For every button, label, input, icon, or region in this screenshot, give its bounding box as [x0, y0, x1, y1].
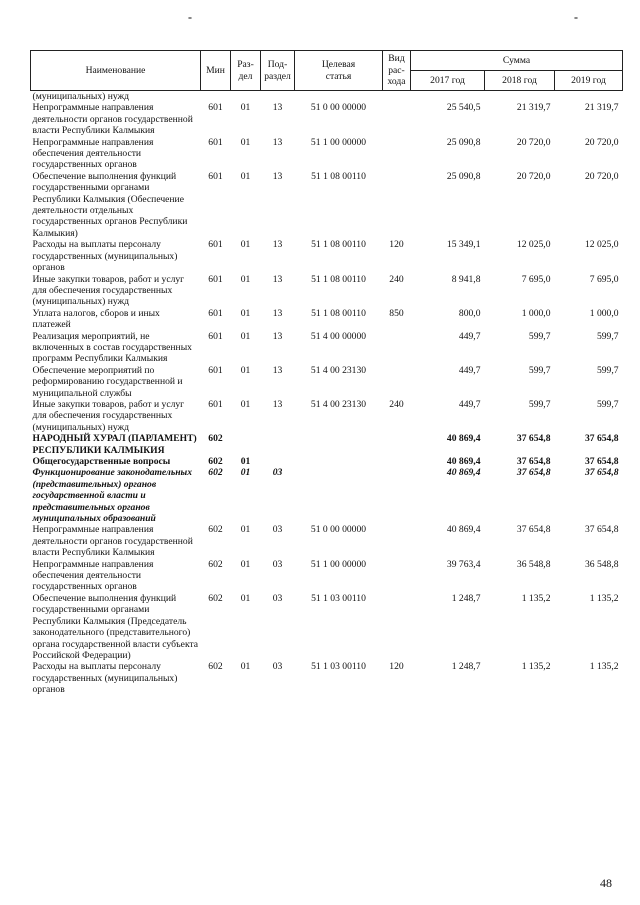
row-sum-2018 — [485, 91, 555, 103]
row-podrazdel — [261, 433, 295, 456]
row-celevaya: 51 1 03 00110 — [311, 661, 366, 673]
row-celevaya: 51 0 00 00000 — [310, 102, 367, 114]
table-row — [31, 331, 623, 365]
row-vid — [383, 524, 411, 558]
row-sum-2019: 36 548,8 — [584, 558, 619, 570]
table-row — [31, 171, 623, 239]
row-podrazdel: 03 — [272, 558, 283, 570]
row-celevaya: 51 4 00 00000 — [310, 330, 367, 342]
row-sum-2017: 40 869,4 — [446, 456, 481, 467]
row-sum-2017: 25 090,8 — [446, 136, 481, 148]
table-header — [31, 51, 623, 91]
row-razdel: 01 — [240, 592, 251, 604]
row-celevaya: 51 1 00 00000 — [310, 558, 367, 570]
row-podrazdel: 13 — [272, 364, 283, 376]
row-min: 602 — [208, 433, 223, 445]
table-row — [31, 456, 623, 467]
row-sum-2017: 25 540,5 — [446, 102, 481, 114]
row-sum-2019: 20 720,0 — [584, 136, 619, 148]
row-min: 602 — [208, 456, 223, 467]
table-row — [31, 91, 623, 103]
row-sum-2019: 1 135,2 — [589, 661, 619, 673]
row-podrazdel: 13 — [272, 170, 283, 182]
row-min: 602 — [208, 558, 223, 570]
row-min: 601 — [208, 136, 223, 148]
row-vid — [383, 559, 411, 593]
row-vid: 120 — [389, 239, 404, 251]
row-vid — [383, 467, 411, 524]
row-celevaya: 51 1 08 00110 — [311, 170, 366, 182]
col-2019: 2019 год — [555, 71, 623, 91]
row-celevaya — [295, 91, 383, 103]
row-celevaya: 51 1 08 00110 — [311, 307, 366, 319]
row-sum-2017: 1 248,7 — [451, 661, 481, 673]
row-vid — [383, 137, 411, 171]
table-row — [31, 559, 623, 593]
table-row — [31, 467, 623, 524]
row-min: 601 — [208, 170, 223, 182]
table-row — [31, 524, 623, 558]
row-sum-2018: 37 654,8 — [516, 456, 551, 467]
row-sum-2019: 599,7 — [596, 398, 619, 410]
row-razdel: 01 — [240, 467, 251, 479]
budget-table — [30, 50, 623, 696]
row-name: Непрограммные направления обеспечения деятельности государственных органов — [32, 136, 154, 171]
row-podrazdel — [261, 456, 295, 467]
row-sum-2017: 25 090,8 — [446, 170, 481, 182]
table-row — [31, 593, 623, 661]
row-razdel: 01 — [240, 558, 251, 570]
row-sum-2017: 449,7 — [458, 364, 481, 376]
row-celevaya — [295, 467, 383, 524]
row-podrazdel: 13 — [272, 102, 283, 114]
row-name: Расходы на выплаты персоналу государственных (муниципальных) органов — [32, 661, 178, 696]
row-celevaya: 51 1 00 00000 — [310, 136, 367, 148]
row-sum-2019: 599,7 — [596, 330, 619, 342]
table-row — [31, 102, 623, 136]
top-mark-right: - — [574, 10, 578, 24]
table-row — [31, 239, 623, 273]
row-razdel: 01 — [240, 239, 251, 251]
row-podrazdel: 03 — [272, 592, 283, 604]
row-name: Обеспечение выполнения функций государственными органами Республики Калмыкия (Обеспечение деятельности отдельных государственных органов Республики Калмыкия) — [32, 170, 188, 239]
row-sum-2017: 40 869,4 — [446, 467, 481, 479]
row-sum-2017: 800,0 — [458, 307, 481, 319]
row-name: Расходы на выплаты персоналу государственных (муниципальных) органов — [32, 239, 178, 274]
row-sum-2019: 21 319,7 — [584, 102, 619, 114]
row-sum-2017: 449,7 — [458, 398, 481, 410]
table-row — [31, 661, 623, 695]
row-podrazdel: 13 — [272, 307, 283, 319]
row-name: Обеспечение мероприятий по реформированию государственной и муниципальной службы — [32, 364, 183, 399]
col-vid: Вид рас- хода — [383, 51, 411, 91]
row-vid — [383, 456, 411, 467]
row-sum-2017: 15 349,1 — [446, 239, 481, 251]
row-razdel: 01 — [240, 102, 251, 114]
col-razdel: Раз- дел — [231, 51, 261, 91]
col-name: Наименование — [31, 51, 201, 91]
row-sum-2018: 36 548,8 — [516, 558, 551, 570]
row-razdel: 01 — [240, 136, 251, 148]
row-name: Непрограммные направления обеспечения деятельности государственных органов — [32, 558, 154, 593]
row-razdel: 01 — [240, 364, 251, 376]
row-sum-2019: 599,7 — [596, 364, 619, 376]
row-razdel: 01 — [240, 398, 251, 410]
row-sum-2017: 1 248,7 — [451, 592, 481, 604]
row-vid — [383, 91, 411, 103]
row-name: (муниципальных) нужд — [32, 91, 130, 102]
row-vid: 850 — [389, 307, 404, 319]
row-sum-2019: 37 654,8 — [584, 456, 619, 467]
row-sum-2018: 37 654,8 — [516, 524, 551, 536]
row-name: НАРОДНЫЙ ХУРАЛ (ПАРЛАМЕНТ) РЕСПУБЛИКИ КАЛМЫКИЯ — [32, 433, 197, 456]
row-podrazdel: 03 — [272, 524, 283, 536]
row-name: Обеспечение выполнения функций государственными органами Республики Калмыкия (Председатель законодательного (представительного) органа государственной власти субъекта Российской Федерации) — [32, 592, 199, 661]
row-sum-2018: 7 695,0 — [521, 273, 551, 285]
row-podrazdel — [261, 91, 295, 103]
row-razdel: 01 — [240, 330, 251, 342]
row-min — [201, 91, 231, 103]
row-celevaya: 51 1 03 00110 — [311, 592, 366, 604]
row-razdel: 01 — [240, 661, 251, 673]
row-min: 601 — [208, 330, 223, 342]
table-row — [31, 365, 623, 399]
row-vid — [383, 171, 411, 239]
row-sum-2018: 1 000,0 — [521, 307, 551, 319]
col-celevaya: Целевая статья — [295, 51, 383, 91]
row-vid — [383, 331, 411, 365]
row-sum-2017: 40 869,4 — [446, 524, 481, 536]
row-podrazdel: 13 — [272, 136, 283, 148]
row-sum-2018: 37 654,8 — [516, 433, 551, 445]
col-summa: Сумма — [411, 51, 623, 71]
row-razdel — [231, 433, 261, 456]
row-name: Непрограммные направления деятельности органов государственной власти Республики Калмыкия — [32, 102, 193, 137]
row-razdel: 01 — [240, 273, 251, 285]
row-min: 602 — [208, 661, 223, 673]
row-vid: 240 — [389, 273, 404, 285]
row-min: 602 — [208, 592, 223, 604]
row-sum-2017: 40 869,4 — [446, 433, 481, 445]
row-celevaya: 51 4 00 23130 — [310, 398, 367, 410]
row-razdel — [231, 91, 261, 103]
page-number: 48 — [600, 876, 612, 890]
row-name: Иные закупки товаров, работ и услуг для обеспечения государственных (муниципальных) нужд — [32, 398, 185, 433]
row-vid: 120 — [389, 661, 404, 673]
row-sum-2019: 37 654,8 — [584, 467, 619, 479]
row-min: 601 — [208, 239, 223, 251]
row-razdel: 01 — [240, 524, 251, 536]
row-celevaya — [295, 456, 383, 467]
row-vid — [383, 593, 411, 661]
row-name: Общегосударственные вопросы — [32, 456, 171, 467]
row-name: Уплата налогов, сборов и иных платежей — [32, 307, 160, 331]
row-sum-2018: 599,7 — [528, 398, 551, 410]
row-razdel: 01 — [240, 307, 251, 319]
col-podrazdel: Под- раздел — [261, 51, 295, 91]
row-min: 601 — [208, 273, 223, 285]
row-sum-2019: 1 000,0 — [589, 307, 619, 319]
row-podrazdel: 13 — [272, 398, 283, 410]
top-mark-left: - — [188, 10, 192, 24]
row-sum-2019: 37 654,8 — [584, 524, 619, 536]
row-min: 601 — [208, 307, 223, 319]
table-body — [31, 91, 623, 696]
row-sum-2017: 39 763,4 — [446, 558, 481, 570]
row-vid — [383, 102, 411, 136]
row-min: 602 — [208, 467, 223, 479]
row-sum-2017: 8 941,8 — [451, 273, 481, 285]
row-sum-2019: 7 695,0 — [589, 273, 619, 285]
row-sum-2018: 1 135,2 — [521, 661, 551, 673]
row-sum-2017: 449,7 — [458, 330, 481, 342]
row-podrazdel: 03 — [272, 467, 283, 479]
row-sum-2019: 20 720,0 — [584, 170, 619, 182]
table-row — [31, 308, 623, 331]
row-podrazdel: 13 — [272, 330, 283, 342]
row-name: Функционирование законодательных (представительных) органов государственной власти и представительных органов муниципальных образований — [32, 467, 192, 525]
col-2018: 2018 год — [485, 71, 555, 91]
row-celevaya: 51 4 00 23130 — [310, 364, 367, 376]
row-min: 601 — [208, 398, 223, 410]
row-min: 601 — [208, 364, 223, 376]
row-vid: 240 — [389, 398, 404, 410]
row-sum-2018: 12 025,0 — [516, 239, 551, 251]
col-min: Мин — [201, 51, 231, 91]
row-sum-2019: 12 025,0 — [584, 239, 619, 251]
table-row — [31, 137, 623, 171]
row-sum-2018: 21 319,7 — [516, 102, 551, 114]
row-sum-2018: 20 720,0 — [516, 170, 551, 182]
table-row — [31, 433, 623, 456]
row-razdel: 01 — [240, 456, 251, 467]
row-sum-2019 — [555, 91, 623, 103]
row-sum-2019: 37 654,8 — [584, 433, 619, 445]
table-row — [31, 399, 623, 433]
row-podrazdel: 13 — [272, 239, 283, 251]
table-row — [31, 274, 623, 308]
row-sum-2019: 1 135,2 — [589, 592, 619, 604]
row-sum-2018: 599,7 — [528, 364, 551, 376]
row-celevaya: 51 1 08 00110 — [311, 273, 366, 285]
col-2017: 2017 год — [411, 71, 485, 91]
row-name: Реализация мероприятий, не включенных в состав государственных программ Республики Калмыкия — [32, 330, 192, 365]
row-celevaya — [295, 433, 383, 456]
row-min: 601 — [208, 102, 223, 114]
row-sum-2018: 37 654,8 — [516, 467, 551, 479]
row-podrazdel: 13 — [272, 273, 283, 285]
row-min: 602 — [208, 524, 223, 536]
row-vid — [383, 365, 411, 399]
row-sum-2018: 1 135,2 — [521, 592, 551, 604]
row-celevaya: 51 0 00 00000 — [310, 524, 367, 536]
row-podrazdel: 03 — [272, 661, 283, 673]
row-sum-2018: 599,7 — [528, 330, 551, 342]
row-name: Непрограммные направления деятельности органов государственной власти Республики Калмыкия — [32, 524, 193, 559]
row-razdel: 01 — [240, 170, 251, 182]
row-sum-2017 — [411, 91, 485, 103]
row-celevaya: 51 1 08 00110 — [311, 239, 366, 251]
row-name: Иные закупки товаров, работ и услуг для обеспечения государственных (муниципальных) нужд — [32, 273, 185, 308]
row-vid — [383, 433, 411, 456]
row-sum-2018: 20 720,0 — [516, 136, 551, 148]
